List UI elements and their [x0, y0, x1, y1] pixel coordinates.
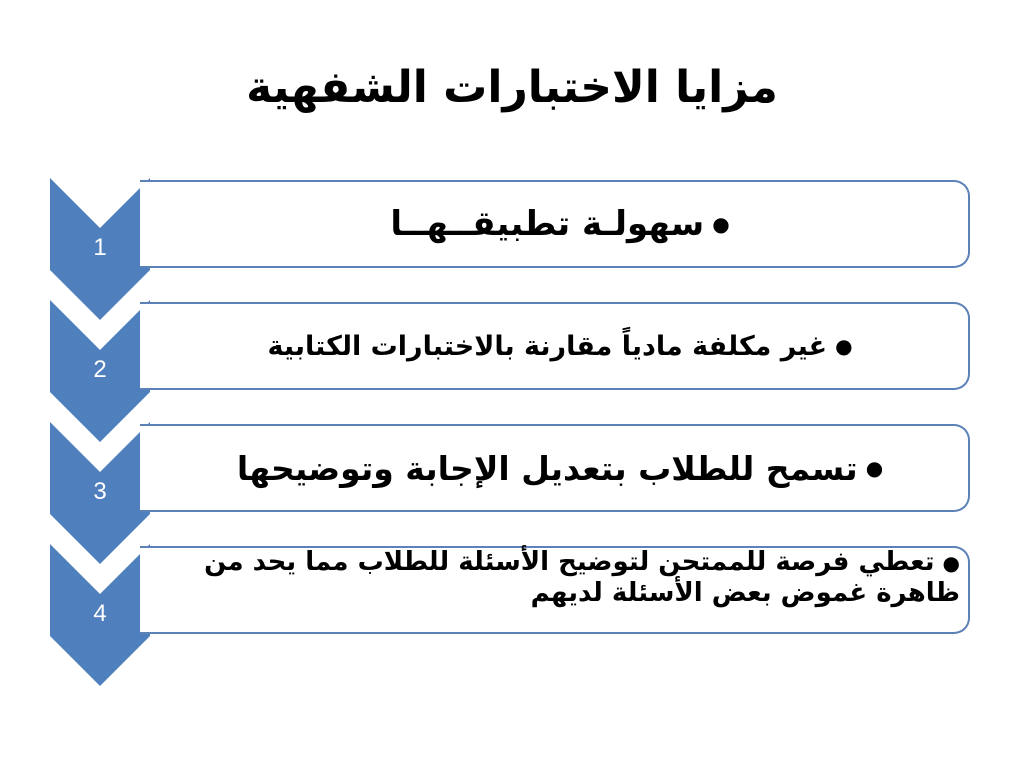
step-text-1: سهولـة تطبيقــهــا: [390, 204, 705, 244]
step-box-4: [140, 546, 970, 634]
slide-title: مزايا الاختبارات الشفهية: [246, 62, 778, 113]
step-number-3: 3: [93, 478, 107, 505]
bullet-icon: ●: [865, 456, 884, 480]
step-number-2: 2: [93, 356, 107, 383]
bullet-icon: ●: [942, 550, 960, 575]
step-item-2: [160, 304, 960, 388]
bullet-icon: ●: [712, 212, 730, 236]
step-text-2: غير مكلفة مادياً مقارنة بالاختبارات الكتابية: [267, 330, 828, 362]
step-number-4: 4: [93, 600, 107, 627]
step-box-3: [140, 424, 970, 512]
step-item-3: [160, 426, 960, 510]
step-box-2: [140, 302, 970, 390]
bullet-icon: ●: [835, 334, 853, 358]
step-box-1: [140, 180, 970, 268]
step-item-1: [160, 182, 960, 266]
step-item-4: [160, 548, 960, 632]
step-text-4: تعطي فرصة للممتحن لتوضيح الأسئلة للطلاب مما يحد من ظاهرة غموض بعض الأسئلة لديهم: [204, 546, 960, 608]
step-text-3: تسمح للطلاب بتعديل الإجابة وتوضيحها: [236, 448, 858, 488]
step-text-wrap-4: [160, 547, 960, 608]
step-number-1: 1: [93, 234, 107, 261]
